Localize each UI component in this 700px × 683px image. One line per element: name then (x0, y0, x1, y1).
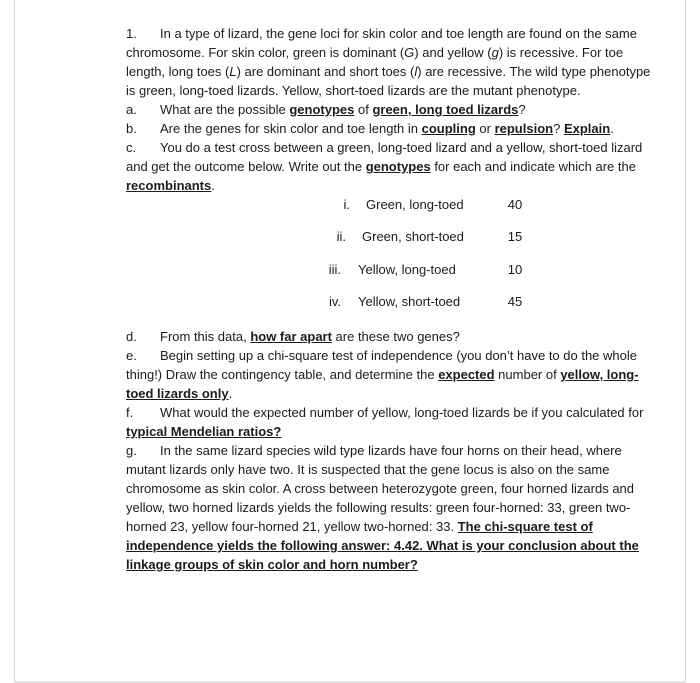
row-phenotype: Green, short-toed (362, 229, 464, 244)
testcross-results-table (126, 195, 658, 325)
question-d-label: d. (126, 329, 137, 344)
question-number: 1. (126, 26, 137, 41)
row-numeral: iii. (328, 262, 341, 277)
question-e: e. Begin setting up a chi-square test of independence (you don’t have to do the whole thing!) Draw the contingency table, and determine the expected number of yellow, long-toed lizards only. (126, 348, 639, 401)
row-count: 15 (507, 229, 523, 244)
table-row (126, 260, 658, 280)
row-count: 40 (507, 197, 523, 212)
question-b-label: b. (126, 121, 137, 136)
table-row (126, 195, 658, 215)
row-count: 10 (507, 262, 523, 277)
question-c-label: c. (126, 140, 137, 155)
question-a-label: a. (126, 102, 137, 117)
question-b: b. Are the genes for skin color and toe length in coupling or repulsion? Explain. (126, 121, 614, 136)
row-phenotype: Green, long-toed (366, 197, 464, 212)
row-count: 45 (507, 294, 523, 309)
question-c: c. You do a test cross between a green, long-toed lizard and a yellow, short-toed lizard and get the outcome below. Write out the genotypes for each and indicate which are the recombinants. (126, 140, 643, 193)
question-f: f. What would the expected number of yellow, long-toed lizards be if you calculated for typical Mendelian ratios? (126, 405, 644, 439)
table-row (126, 292, 658, 312)
question-e-label: e. (126, 348, 137, 363)
table-row (126, 227, 658, 247)
question-d: d. From this data, how far apart are these two genes? (126, 329, 460, 344)
question-f-label: f. (126, 405, 134, 420)
question-1-intro: 1. In a type of lizard, the gene loci for skin color and toe length are found on the same chromosome. For skin color, green is dominant (G) and yellow (g) is recessive. For toe length, long toes (L) are dominant and short toes (l) are recessive. The wild type phenotype is green, long-toed lizards. Yellow, short-toed lizards are the mutant phenotype. (126, 26, 651, 98)
question-document (126, 24, 658, 574)
question-a: a. What are the possible genotypes of green, long toed lizards? (126, 102, 526, 117)
question-g-label: g. (126, 443, 137, 458)
question-g: g. In the same lizard species wild type lizards have four horns on their head, where mutant lizards only have two. It is suspected that the gene locus is also on the same chromosome as skin color. A cross between heterozygote green, four horned lizards and yellow, two horned lizards yields the following results: green four-horned: 33, green two-horned 23, yellow four-horned 21, yellow two-horned: 33. The chi-square test of independence yields the following answer: 4.42. What is your conclusion about the linkage groups of skin color and horn number? (126, 443, 639, 572)
row-phenotype: Yellow, short-toed (358, 294, 461, 309)
row-numeral: ii. (336, 229, 346, 244)
row-numeral: i. (343, 197, 350, 212)
row-phenotype: Yellow, long-toed (358, 262, 456, 277)
row-numeral: iv. (328, 294, 341, 309)
